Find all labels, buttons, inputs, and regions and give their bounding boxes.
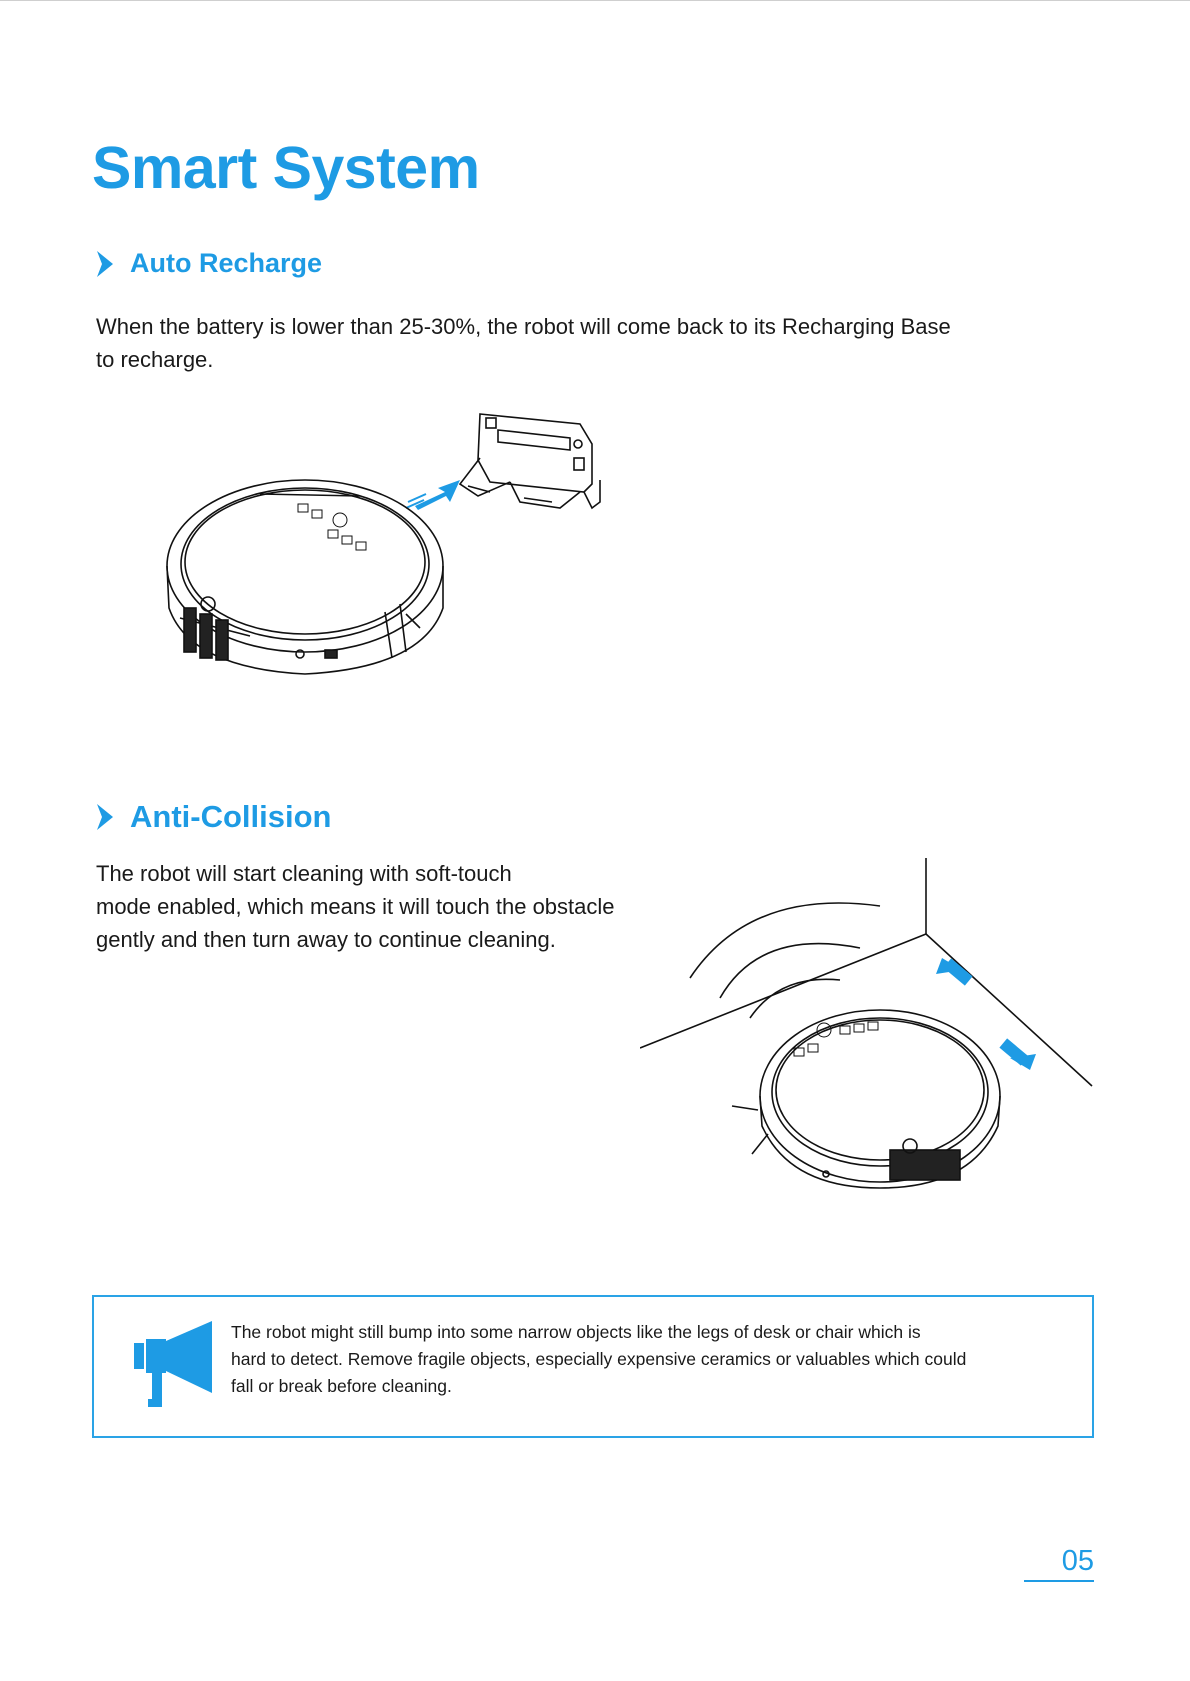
- megaphone-icon: [132, 1319, 216, 1411]
- paragraph-line: gently and then turn away to continue cleaning.: [96, 927, 556, 952]
- caution-note-text: [231, 1319, 1071, 1400]
- anti-collision-paragraph: [96, 857, 696, 956]
- section-heading-auto-recharge: [94, 248, 322, 279]
- note-line: hard to detect. Remove fragile objects, especially expensive ceramics or valuables which could: [231, 1349, 967, 1369]
- note-line: The robot might still bump into some narrow objects like the legs of desk or chair which is: [231, 1322, 921, 1342]
- robot-returning-to-dock-illustration: [160, 398, 680, 738]
- section-heading-anti-collision: [94, 799, 331, 835]
- paragraph-line: The robot will start cleaning with soft-touch: [96, 861, 512, 886]
- auto-recharge-paragraph: [96, 310, 1056, 376]
- robot-anti-collision-illustration: [640, 858, 1100, 1208]
- caution-note-box: [92, 1295, 1094, 1438]
- chevron-right-icon: [94, 249, 116, 279]
- page-title: Smart System: [92, 135, 480, 201]
- section-title: Anti-Collision: [130, 799, 332, 834]
- top-rule: [0, 0, 1190, 1]
- page-number: 05: [1024, 1545, 1094, 1582]
- paragraph-line: to recharge.: [96, 347, 214, 372]
- chevron-right-icon: [94, 802, 116, 832]
- paragraph-line: When the battery is lower than 25-30%, the robot will come back to its Recharging Base: [96, 314, 951, 339]
- note-line: fall or break before cleaning.: [231, 1376, 452, 1396]
- section-title: Auto Recharge: [130, 248, 323, 278]
- paragraph-line: mode enabled, which means it will touch the obstacle: [96, 894, 615, 919]
